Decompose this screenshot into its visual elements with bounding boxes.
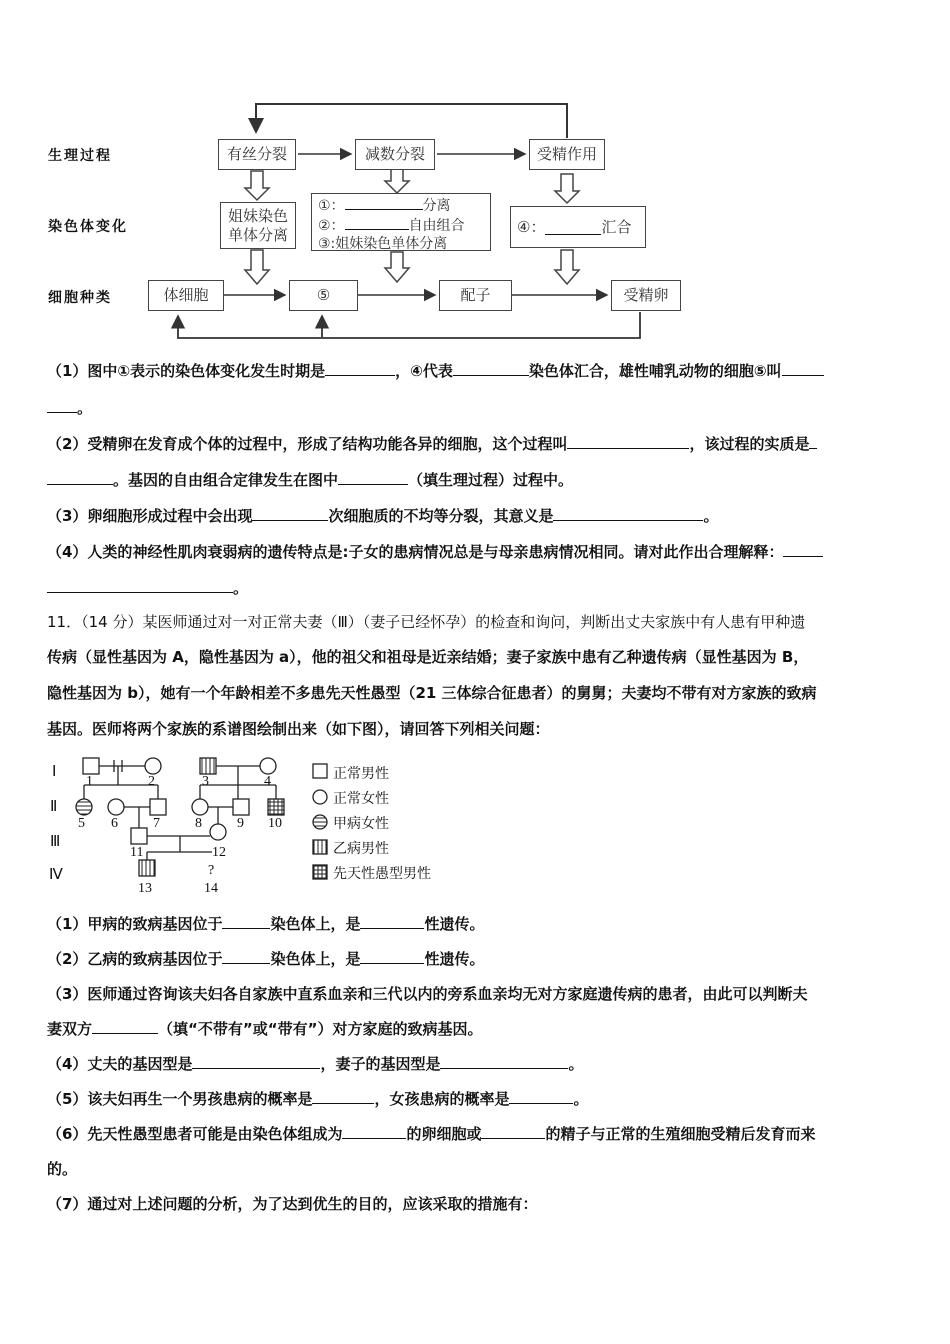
q10-text: ，该过程的实质是 — [689, 435, 810, 453]
q11-text: （2）乙病的致病基因位于 — [47, 950, 223, 968]
gen-label: Ⅲ — [50, 834, 61, 850]
q11-part7: （7）通过对上述问题的分析，为了达到优生的目的，应该采取的措施有： — [47, 1195, 538, 1213]
legend-normal-male: 正常男性 — [333, 766, 389, 782]
person-num: 14 — [204, 881, 218, 896]
q11-intro-line3: 隐性基因为 b），她有一个年龄相差不多患先天性愚型（21 三体综合征患者）的舅舅；夫妻均不带有对方家族的致病 — [47, 684, 817, 702]
meiosis-item1-tail: 分离 — [422, 198, 451, 214]
q11-text: 染色体上，是 — [270, 915, 361, 933]
gen-label: Ⅳ — [49, 867, 63, 883]
q11-text: 的精子与正常的生殖细胞受精后发育而来 — [545, 1125, 816, 1143]
legend-down-male-symbol — [313, 865, 327, 879]
box-meiosis: 减数分裂 — [355, 139, 435, 170]
blank — [92, 1019, 158, 1034]
q11-part6 — [47, 1123, 815, 1144]
person-num: 5 — [78, 816, 85, 831]
q11-text: 的卵细胞或 — [406, 1125, 482, 1143]
meiosis-item2: ②： — [318, 218, 345, 234]
legend-disease-b-male: 乙病男性 — [333, 841, 389, 857]
q11-part1 — [47, 913, 484, 934]
q10-text: ，④代表 — [395, 362, 453, 380]
person-9 — [233, 799, 249, 815]
q10-text: 。 — [77, 399, 93, 417]
q10-text: 。 — [703, 507, 719, 525]
q11-text: （4）丈夫的基因型是 — [47, 1055, 193, 1073]
q11-text: （1）甲病的致病基因位于 — [47, 915, 223, 933]
fert-item: ④： — [517, 217, 546, 236]
q11-part2 — [47, 948, 484, 969]
meiosis-item3: ③:姐妹染色单体分离 — [318, 236, 448, 252]
q10-text: 。 — [233, 579, 249, 597]
person-num: 3 — [202, 774, 209, 789]
person-num: 7 — [153, 816, 160, 831]
box-fertilization: 受精作用 — [529, 139, 605, 170]
box-somatic-cell: 体细胞 — [148, 280, 224, 311]
q11-intro-line1: 11．（14 分）某医师通过对一对正常夫妻（Ⅲ）（妻子已经怀孕）的检查和询问，判断出丈夫家族中有人患有甲种遗 — [47, 613, 806, 631]
box-gamete: 配子 — [439, 280, 512, 311]
row-label-cell: 细胞种类 — [48, 290, 112, 306]
person-num: 1 — [86, 774, 93, 789]
person-12 — [210, 824, 226, 840]
q10-text: （1）图中①表示的染色体变化发生时期是 — [47, 362, 326, 380]
person-3 — [200, 758, 216, 774]
q11-text: （6）先天性愚型患者可能是由染色体组成为 — [47, 1125, 343, 1143]
q11-text: 性遗传。 — [424, 915, 485, 933]
q11-part3-cont — [47, 1018, 482, 1039]
blank — [509, 1089, 573, 1104]
person-num: 12 — [212, 845, 226, 860]
blank — [342, 1124, 406, 1139]
person-num: 11 — [130, 845, 144, 860]
q11-part4 — [47, 1053, 583, 1074]
legend-disease-a-female: 甲病女性 — [333, 816, 389, 832]
q11-intro-line4: 基因。医师将两个家族的系谱图绘制出来（如下图），请回答下列相关问题： — [47, 720, 550, 738]
q11-part3: （3）医师通过咨询该夫妇各自家族中直系血亲和三代以内的旁系血亲均无对方家庭遗传病的患者，由此可以判断夫 — [47, 985, 808, 1003]
person-num: 9 — [237, 816, 244, 831]
q11-text: ，妻子的基因型是 — [320, 1055, 441, 1073]
meiosis-item1: ①： — [318, 198, 345, 214]
q11-intro-line2: 传病（显性基因为 A，隐性基因为 a），他的祖父和祖母是近亲结婚；妻子家族中患有乙种遗传病（显性基因为 B， — [47, 648, 809, 666]
person-7 — [150, 799, 166, 815]
q10-text: 。基因的自由组合定律发生在图中 — [113, 471, 339, 489]
blank — [440, 1054, 568, 1069]
row-label-chromosome: 染色体变化 — [48, 219, 128, 235]
person-1 — [83, 758, 99, 774]
q11-part6-cont: 的。 — [47, 1160, 78, 1178]
person-num: 10 — [268, 816, 282, 831]
blank — [192, 1054, 320, 1069]
person-8 — [192, 799, 208, 815]
box-zygote: 受精卵 — [611, 280, 681, 311]
person-4 — [260, 758, 276, 774]
blank — [222, 914, 270, 929]
q11-text: ，女孩患病的概率是 — [374, 1090, 510, 1108]
row-label-process: 生理过程 — [48, 148, 112, 164]
q10-text: （4）人类的神经性肌肉衰弱病的遗传特点是:子女的患病情况总是与母亲患病情况相同。请对此作出合理解释： — [47, 543, 784, 561]
blank — [360, 949, 424, 964]
person-6 — [108, 799, 124, 815]
legend-normal-female-symbol — [313, 790, 327, 804]
box-cell-5: ⑤ — [289, 280, 358, 311]
person-num: 6 — [111, 816, 118, 831]
q10-text: （填生理过程）过程中。 — [408, 471, 574, 489]
mitosis-change-line1: 姐妹染色 — [227, 206, 288, 225]
person-10 — [268, 799, 284, 815]
q11-text: 。 — [573, 1090, 589, 1108]
legend-down-syndrome-male: 先天性愚型男性 — [333, 866, 431, 882]
blank — [222, 949, 270, 964]
q10-text: （2）受精卵在发育成个体的过程中，形成了结构功能各异的细胞，这个过程叫 — [47, 435, 568, 453]
gen-label: Ⅰ — [52, 764, 57, 780]
person-5 — [76, 799, 92, 815]
q11-text: （5）该夫妇再生一个男孩患病的概率是 — [47, 1090, 313, 1108]
person-2 — [145, 758, 161, 774]
blank — [360, 914, 424, 929]
legend-disease-b-male-symbol — [313, 840, 327, 854]
blank — [481, 1124, 545, 1139]
q10-text: （3）卵细胞形成过程中会出现 — [47, 507, 253, 525]
person-num: 4 — [264, 774, 271, 789]
q11-text: 。 — [568, 1055, 584, 1073]
q11-text: 性遗传。 — [424, 950, 485, 968]
legend-disease-a-female-symbol — [313, 815, 327, 829]
q11-part5 — [47, 1088, 588, 1109]
person-num: 13 — [138, 881, 152, 896]
legend-normal-female: 正常女性 — [333, 791, 389, 807]
blank — [312, 1089, 374, 1104]
person-num: 2 — [148, 774, 155, 789]
legend-normal-male-symbol — [313, 764, 327, 778]
mitosis-change-line2: 单体分离 — [227, 225, 288, 244]
fert-item-tail: 汇合 — [601, 217, 632, 236]
meiosis-item2-tail: 自由组合 — [408, 218, 465, 234]
box-mitosis: 有丝分裂 — [218, 139, 296, 170]
gen-label: Ⅱ — [50, 799, 58, 815]
person-11 — [131, 828, 147, 844]
q10-text: 次细胞质的不均等分裂，其意义是 — [328, 507, 554, 525]
person-num: 8 — [195, 816, 202, 831]
q11-text: （填“不带有”或“带有”）对方家庭的致病基因。 — [158, 1020, 483, 1038]
unknown-child: ? — [208, 863, 215, 878]
q11-text: 染色体上，是 — [270, 950, 361, 968]
q11-text: 妻双方 — [47, 1020, 93, 1038]
person-13 — [139, 860, 155, 876]
q10-text: 染色体汇合，雄性哺乳动物的细胞⑤叫 — [528, 362, 782, 380]
